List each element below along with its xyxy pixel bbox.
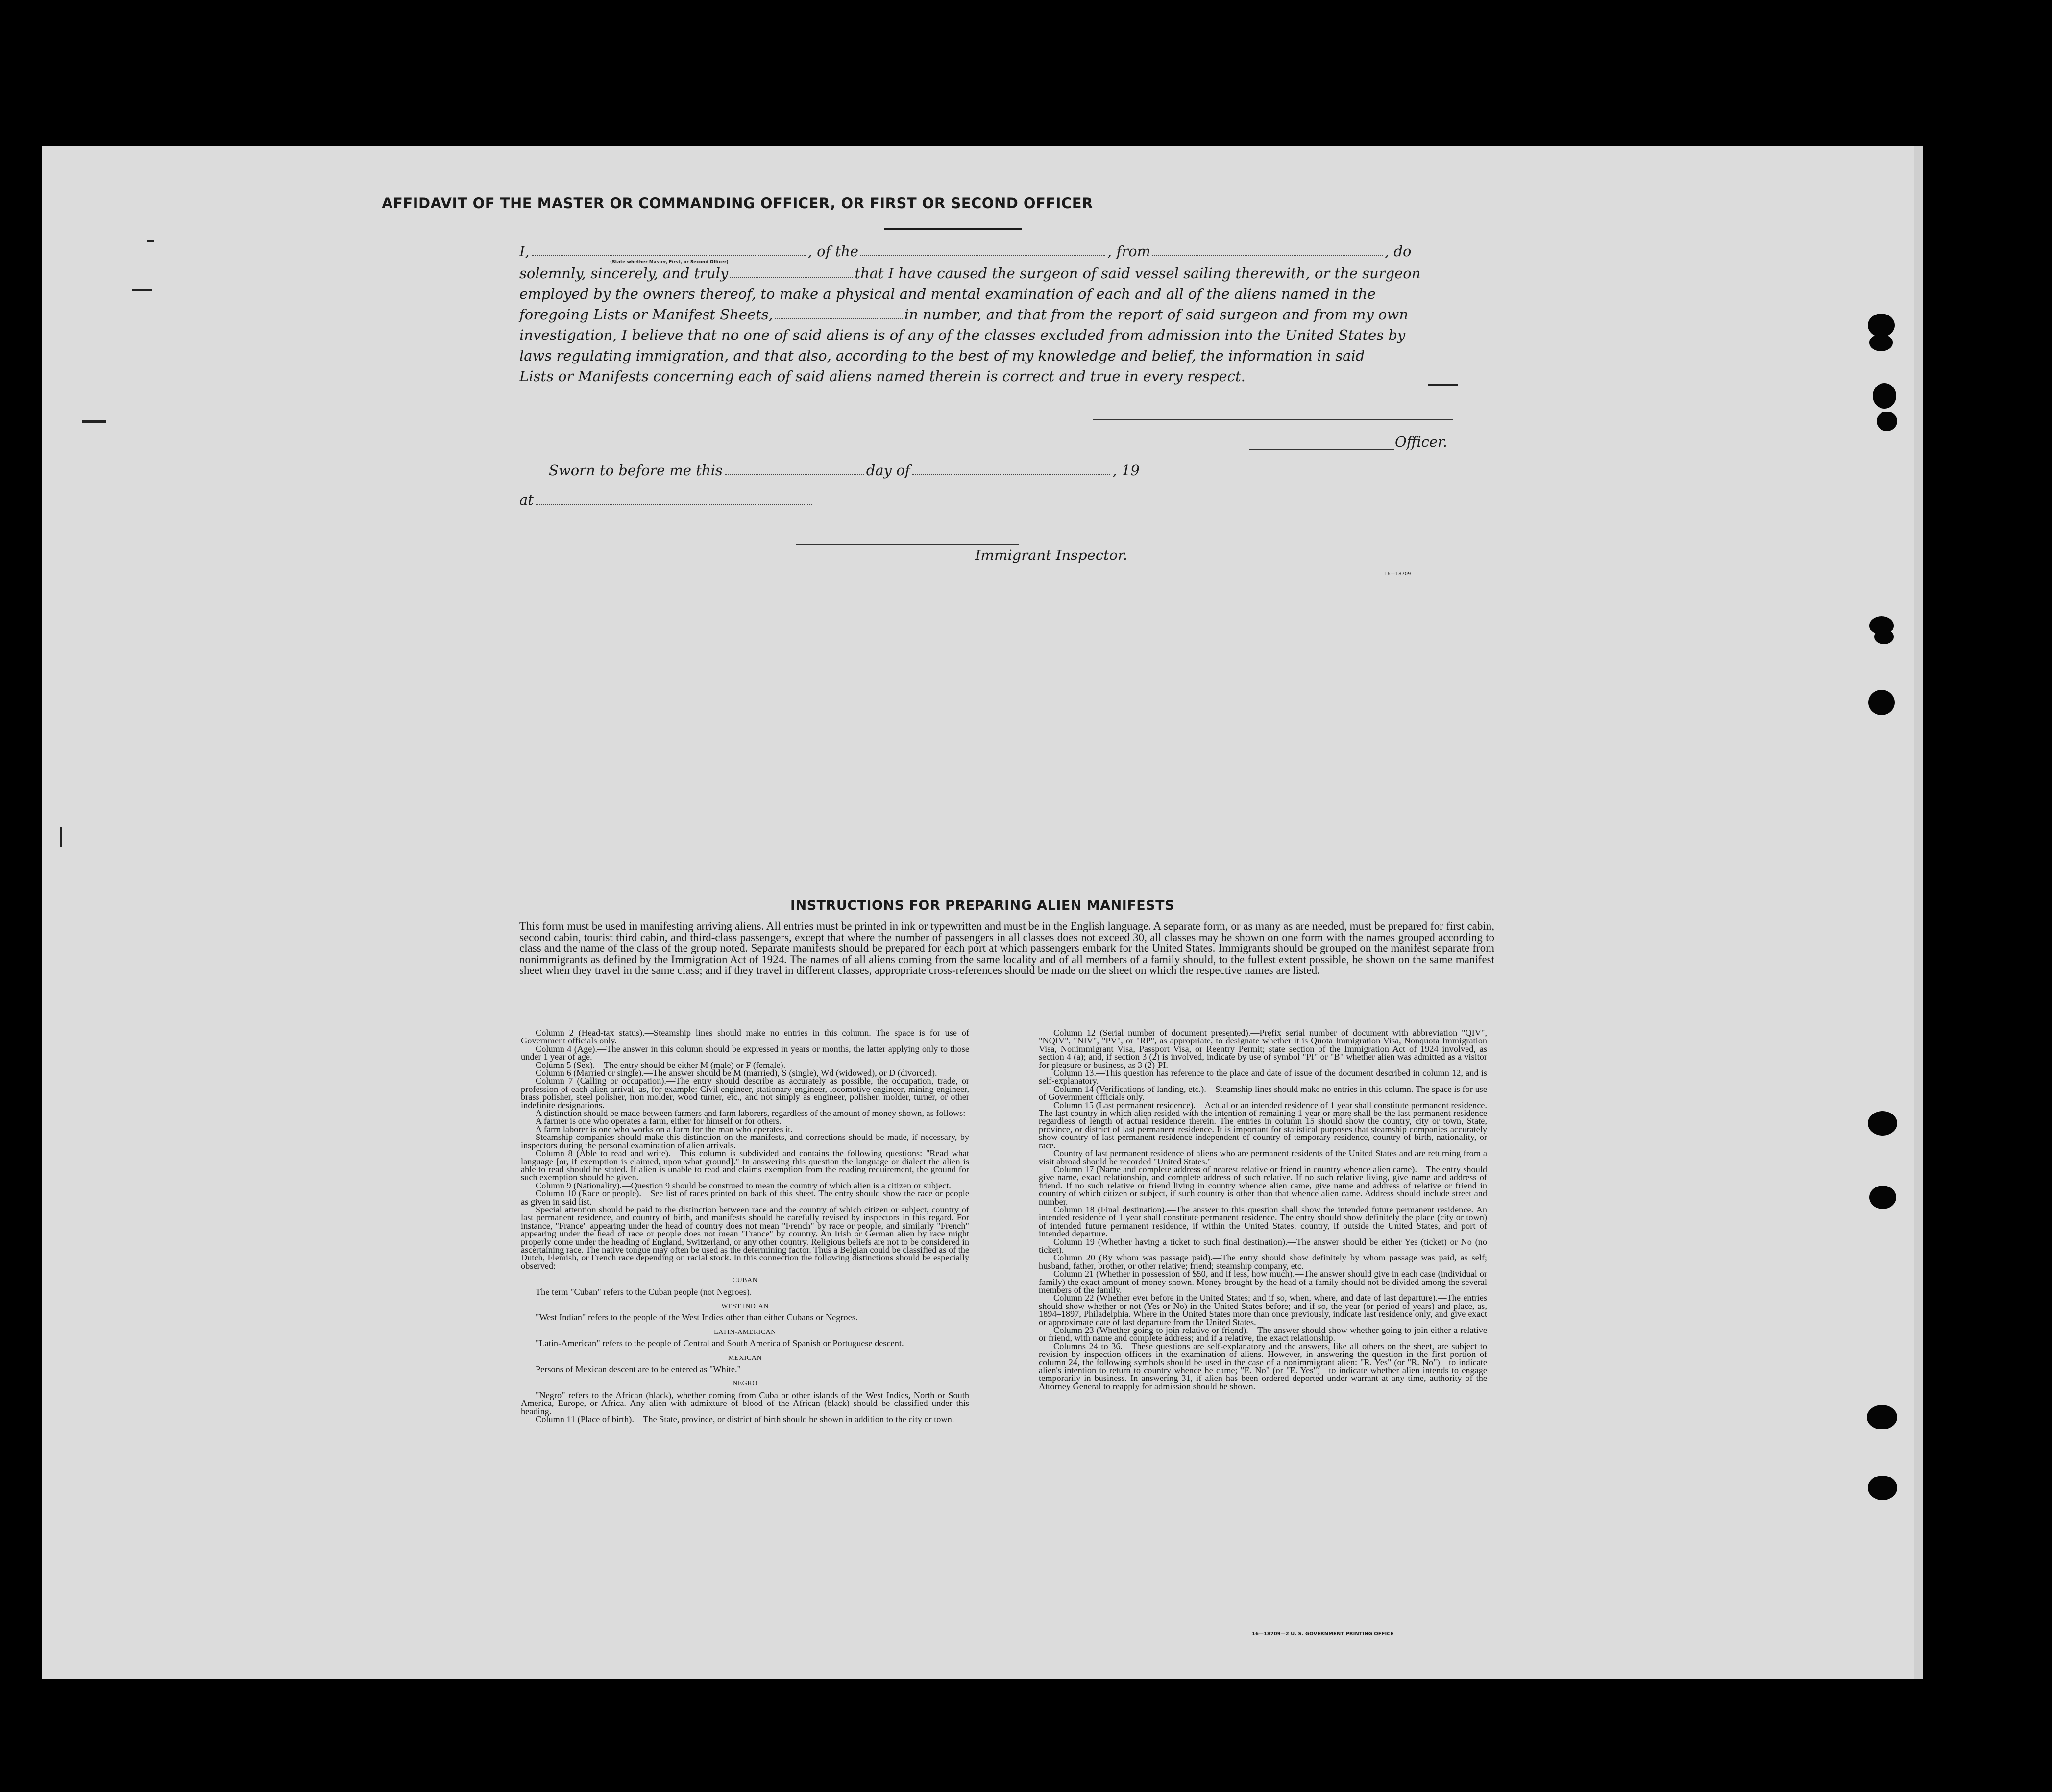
line4-a: foregoing Lists or Manifest Sheets, (519, 306, 773, 323)
sworn-month-field[interactable] (912, 474, 1110, 475)
instruction-paragraph: Column 22 (Whether ever before in the United States; and if so, when, where, and date of last departure).—The entries should show whether or not (Yes or No) in the United States before; and if so, the year (or period of years) and place, as, 1894–1897, Philadelphia. Where in the United States more than once previously, indicate last residence only, and give exact or approximate date of last departure from the United States. (1039, 1293, 1487, 1327)
instruction-paragraph: Column 20 (By whom was passage paid).—The entry should show definitely by whom passage was paid, as self; husband, father, brother, or other relative; friend; steamship company, etc. (1039, 1253, 1487, 1271)
affidavit-line-3: employed by the owners thereof, to make a physical and mental examination of each and all of the aliens named in the (519, 286, 1376, 302)
signature-line[interactable] (1093, 419, 1453, 420)
line1-d: , do (1385, 243, 1412, 260)
sworn-a: Sworn to before me this (549, 462, 723, 479)
punch-hole (1868, 1111, 1897, 1136)
affidavit-line-6: laws regulating immigration, and that also, according to the best of my knowledge and belief, the information in said (519, 347, 1365, 364)
scan-mark (82, 420, 106, 423)
section-heading: MEXICAN (728, 1354, 762, 1362)
instruction-paragraph: Column 7 (Calling or occupation).—The entry should describe as accurately as possible, the occupation, trade, or profession of each alien arrival, as, for example: Civil engineer, stationary engineer, locomotive engineer, mining engineer, brass polisher, steel polisher, iron molder, wood turner, etc., and not simply as engineer, polisher, molder, turner, or other indefinite designations. (521, 1076, 969, 1110)
sheet-count-field[interactable] (775, 318, 903, 319)
instruction-paragraph: Column 2 (Head-tax status).—Steamship lines should make no entries in this column. The space is for use of Government officials only. (521, 1028, 969, 1046)
officer-rank-field[interactable] (532, 255, 806, 256)
officer-rank-note: (State whether Master, First, or Second Officer) (610, 260, 729, 265)
punch-hole (1873, 383, 1896, 409)
instruction-paragraph: "Latin-American" refers to the people of Central and South America of Spanish or Portuguese descent. (536, 1338, 904, 1349)
instruction-paragraph: Country of last permanent residence of aliens who are permanent residents of the United States and are returning from a visit abroad should be recorded "United States." (1039, 1148, 1487, 1166)
printing-office-footer: 16—18709—2 U. S. GOVERNMENT PRINTING OFFICE (1252, 1631, 1394, 1637)
line2-a: solemnly, sincerely, and truly (519, 265, 729, 282)
at-label: at (519, 491, 534, 508)
sworn-c: , 19 (1112, 462, 1140, 479)
instruction-paragraph: Column 5 (Sex).—The entry should be either M (male) or F (female). (536, 1060, 786, 1070)
inspector-signature-line[interactable] (796, 544, 1019, 545)
punch-hole (1869, 334, 1893, 351)
punch-hole (1868, 1476, 1897, 1500)
punch-hole (1874, 630, 1894, 644)
instruction-paragraph: A farm laborer is one who works on a farm for the man who operates it. (536, 1124, 793, 1134)
instruction-paragraph: Column 8 (Able to read and write).—This column is subdivided and contains the following questions: "Read what language [or, if exemption is claimed, upon what ground]." In answering this question the language or dialect the alien is able to read should be stated. If alien is unable to read and claims exemption from the reading requirement, the ground for such exemption should be given. (521, 1148, 969, 1183)
sworn-day-field[interactable] (725, 474, 864, 475)
instruction-paragraph: Column 21 (Whether in possession of $50, and if less, how much).—The answer should give in each case (individual or family) the exact amount of money shown. Money brought by the head of a family should not be divided among the several members of the family. (1039, 1269, 1487, 1295)
officer-signature-line[interactable] (1249, 449, 1394, 450)
form-code: 16—18709 (1384, 571, 1411, 577)
instructions-intro: This form must be used in manifesting arriving aliens. All entries must be printed in ink or typewritten and must be in the English language. A separate form, or as many as are needed, must be prepared for first cabin, second cabin, tourist third cabin, and third-class passengers, except that where the number of passengers in all classes does not exceed 30, all classes may be shown on one form with the names grouped according to class and the name of the class of the group noted. Separate manifests should be prepared for each port at which passengers embark for the United States. Immigrants should be grouped on the manifest separate from nonimmigrants as defined by the Immigration Act of 1924. The names of all aliens coming from the same locality and of all members of a family should, to the fullest extent possible, be shown on the same manifest sheet when they travel in the same class; and if they travel in different classes, appropriate cross-references should be made on the sheet on which the respective names are listed. (519, 920, 1494, 976)
oath-field[interactable] (730, 277, 853, 278)
inspector-label: Immigrant Inspector. (975, 547, 1127, 563)
punch-hole (1868, 690, 1895, 715)
at-place-field[interactable] (536, 504, 812, 505)
affidavit-line-4 (519, 306, 1408, 323)
punch-hole (1868, 314, 1895, 337)
instruction-paragraph: Column 15 (Last permanent residence).—Actual or an intended residence of 1 year shall constitute permanent residence. The last country in which alien resided with the intention of remaining 1 year or more shall be the last permanent residence regardless of length of actual residence therein. The entries in column 15 should show the country, city or town, State, province, or district of last permanent residence. It is important for statistical purposes that steamship companies accurately show country of last permanent residence independent of country of temporary residence, country of birth, nationality, or race. (1039, 1100, 1487, 1150)
instructions-right-column (1039, 1029, 1487, 1390)
scan-mark (147, 240, 154, 242)
instructions-left-column (521, 1029, 969, 1423)
title-rule (884, 228, 1022, 230)
instruction-paragraph: Column 11 (Place of birth).—The State, province, or district of birth should be shown in addition to the city or town. (536, 1414, 954, 1425)
instruction-paragraph: A distinction should be made between farmers and farm laborers, regardless of the amount of money shown, as follows: (536, 1108, 966, 1118)
line1-b: , of the (807, 243, 859, 260)
instruction-paragraph: "Negro" refers to the African (black), whether coming from Cuba or other islands of the West Indies, North or South America, Europe, or Africa. Any alien with admixture of blood of the African (black) should be classified under this heading. (521, 1390, 969, 1416)
instruction-paragraph: Steamship companies should make this distinction on the manifests, and corrections should be made, if necessary, by inspectors during the personal examination of alien arrivals. (521, 1132, 969, 1150)
instruction-paragraph: Column 13.—This question has reference to the place and date of issue of the document described in column 12, and is self-explanatory. (1039, 1068, 1487, 1086)
instruction-paragraph: Column 6 (Married or single).—The answer should be M (married), S (single), Wd (widowed), or D (divorced). (536, 1068, 937, 1078)
affidavit-line-2 (519, 265, 1420, 282)
instruction-paragraph: Column 19 (Whether having a ticket to such final destination).—The answer should be either Yes (ticket) or No (no ticket). (1039, 1236, 1487, 1255)
affidavit-line-7: Lists or Manifests concerning each of said aliens named therein is correct and true in every respect. (519, 368, 1246, 385)
section-heading: CUBAN (732, 1277, 758, 1284)
instruction-paragraph: Column 9 (Nationality).—Question 9 should be construed to mean the country of which alien is a citizen or subject. (536, 1180, 951, 1190)
at-line (519, 491, 814, 508)
instruction-paragraph: Column 17 (Name and complete address of nearest relative or friend in country whence alien came).—The entry should give name, exact relationship, and complete address of such relative. If no such relative living, give name and address of friend. If no such relative or friend living in country whence alien came, give name and address of relative or friend in country of which citizen or subject, if such country is other than that whence alien came. Address should include street and number. (1039, 1164, 1487, 1207)
line1-c: , from (1107, 243, 1151, 260)
instruction-paragraph: The term "Cuban" refers to the Cuban people (not Negroes). (536, 1286, 752, 1297)
scan-mark (132, 289, 152, 291)
instruction-paragraph: Column 12 (Serial number of document presented).—Prefix serial number of document with abbreviation "QIV", "NQIV", "NIV", "PV", or "RP", as appropriate, to designate whether it is Quota Immigration Visa, Nonquota Immigration Visa, Nonimmigrant Visa, Passport Visa, or Reentry Permit; state section of the Immigration Act of 1924 involved, as section 4 (a); and, if section 3 (2) is involved, indicate by use of symbol "PI" or "B" whether alien was admitted as a visitor for pleasure or business, as 3 (2)-PI. (1039, 1028, 1487, 1070)
affidavit-line-1 (519, 243, 1412, 260)
vessel-name-field[interactable] (860, 255, 1105, 256)
instruction-paragraph: Column 4 (Age).—The answer in this column should be expressed in years or months, the latter applying only to those under 1 year of age. (521, 1043, 969, 1062)
instruction-paragraph: Column 14 (Verifications of landing, etc.).—Steamship lines should make no entries in this column. The space is for use of Government officials only. (1039, 1084, 1487, 1102)
instructions-title: INSTRUCTIONS FOR PREPARING ALIEN MANIFESTS (790, 898, 1174, 913)
punch-hole (1869, 1186, 1896, 1209)
instruction-paragraph: "West Indian" refers to the people of the West Indies other than either Cubans or Negroes. (536, 1312, 858, 1323)
instruction-paragraph: Column 18 (Final destination).—The answer to this question shall show the intended future permanent residence. An intended residence of 1 year shall constitute permanent residence. The entry should show definitely the place (city or town) of intended future permanent residence, if within the United States; country, if outside the United States, and port of intended departure. (1039, 1204, 1487, 1239)
affidavit-title: AFFIDAVIT OF THE MASTER OR COMMANDING OFFICER, OR FIRST OR SECOND OFFICER (382, 195, 1093, 212)
line1-a: I, (519, 243, 530, 260)
instruction-paragraph: Special attention should be paid to the distinction between race and the country of which citizen or subject, country of last permanent residence, and country of birth, and manifests should be carefully revised by inspectors in this regard. For instance, "France" appearing under the head of country does not mean "French" by race or people, and similarly "French" appearing under the head of race or people does not mean "France" by country. An Irish or German alien by race might properly come under the heading of England, Switzerland, or any other country. Religious beliefs are not to be considered in ascertaining race. The native tongue may often be used as the determining factor. Thus a Belgian could be classified as of the Dutch, Flemish, or French race depending on racial stock. In this connection the following distinctions should be especially observed: (521, 1204, 969, 1271)
manifest-sheet (42, 146, 1923, 1679)
affidavit-line-5: investigation, I believe that no one of said aliens is of any of the classes excluded from admission into the United States by (519, 327, 1406, 343)
punch-hole (1867, 1405, 1897, 1429)
scan-mark (1428, 384, 1458, 386)
instruction-paragraph: A farmer is one who operates a farm, either for himself or for others. (536, 1116, 782, 1126)
officer-label: Officer. (1395, 434, 1447, 450)
line2-b: that I have caused the surgeon of said vessel sailing therewith, or the surgeon (855, 265, 1421, 282)
section-heading: WEST INDIAN (721, 1303, 769, 1310)
instruction-paragraph: Column 23 (Whether going to join relative or friend).—The answer should show whether going to join either a relative or friend, with name and complete address; and if a relative, the exact relationship. (1039, 1325, 1487, 1343)
section-heading: NEGRO (733, 1380, 757, 1388)
punch-hole (1877, 412, 1897, 431)
instruction-paragraph: Persons of Mexican descent are to be entered as "White." (536, 1364, 741, 1375)
instruction-paragraph: Column 10 (Race or people).—See list of races printed on back of this sheet. The entry should show the race or people as given in said list. (521, 1188, 969, 1207)
from-port-field[interactable] (1152, 255, 1383, 256)
scan-mark (60, 827, 62, 847)
sworn-b: day of (866, 462, 910, 479)
line4-b: in number, and that from the report of said surgeon and from my own (904, 306, 1409, 323)
section-heading: LATIN-AMERICAN (714, 1328, 776, 1336)
instruction-paragraph: Columns 24 to 36.—These questions are self-explanatory and the answers, like all others on the sheet, are subject to revision by inspection officers in the examination of aliens. However, in answering the question in the first portion of column 24, the following symbols should be used in the case of a nonimmigrant alien: "R. Yes" (or "R. No")—to indicate alien's intention to return to country whence he came; "E. No" (or "E. Yes")—to indicate whether alien intends to engage temporarily in business. In answering 31, if alien has been ordered deported under warrant at any time, authority of the Attorney General to reapply for admission should be shown. (1039, 1341, 1487, 1391)
sworn-line (549, 462, 1140, 479)
